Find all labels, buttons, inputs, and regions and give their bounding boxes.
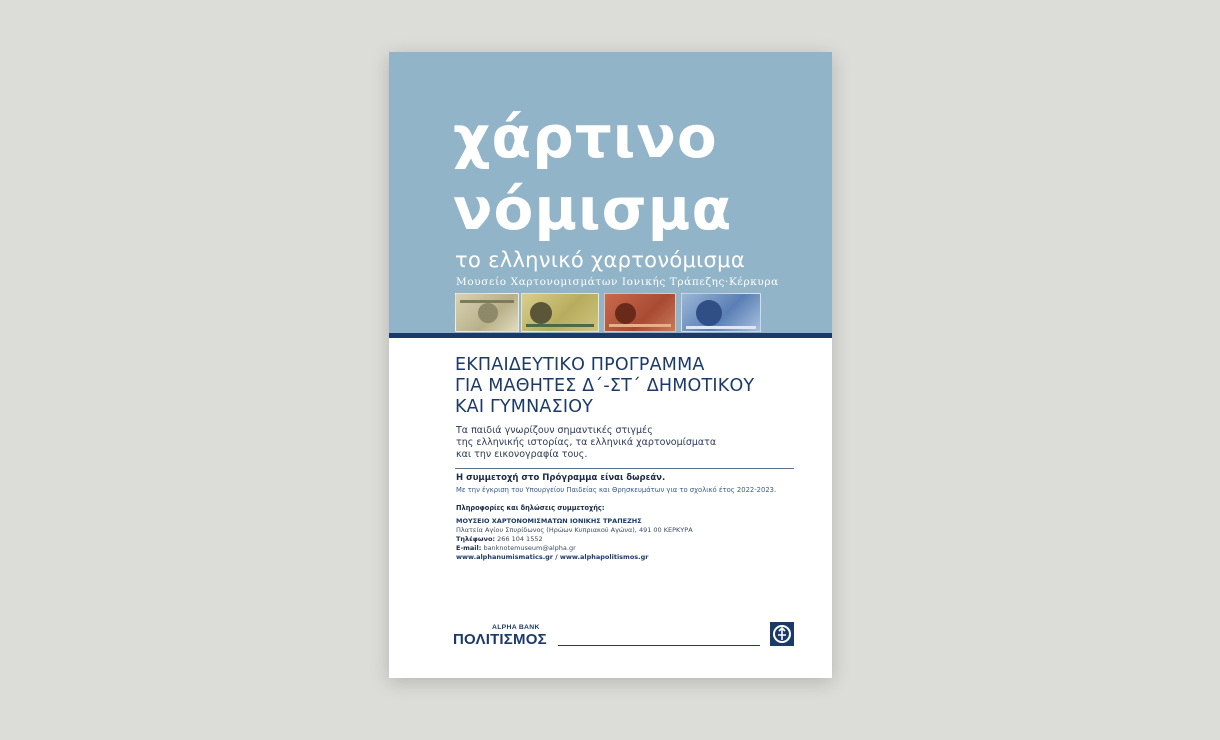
banknote-strip bbox=[455, 293, 773, 332]
contact-address: Πλατεία Αγίου Σπυρίδωνος (Ηρώων Κυπριακού Αγώνα), 491 00 ΚΕΡΚΥΡΑ bbox=[456, 526, 693, 534]
heading-line-3: ΚΑΙ ΓΥΜΝΑΣΙΟΥ bbox=[455, 397, 594, 417]
contact-email bbox=[456, 544, 576, 552]
banknote-image bbox=[681, 293, 761, 332]
banknote-image bbox=[604, 293, 676, 332]
intro-line-3: και την εικονογραφία τους. bbox=[456, 449, 588, 460]
contact-websites[interactable]: www.alphanumismatics.gr / www.alphapolitismos.gr bbox=[456, 553, 649, 561]
title-line-2: νόμισμα bbox=[453, 175, 733, 243]
email-label: E-mail: bbox=[456, 544, 482, 552]
email-value[interactable]: banknotemuseum@alpha.gr bbox=[483, 544, 576, 552]
free-participation-note: Η συμμετοχή στο Πρόγραμμα είναι δωρεάν. bbox=[456, 473, 666, 483]
contact-museum-name: ΜΟΥΣΕΙΟ ΧΑΡΤΟΝΟΜΙΣΜΑΤΩΝ ΙΟΝΙΚΗΣ ΤΡΑΠΕΖΗΣ bbox=[456, 517, 642, 525]
logo-politismos: ΠΟΛΙΤΙΣΜΟΣ bbox=[453, 631, 547, 648]
intro-line-2: της ελληνικής ιστορίας, τα ελληνικά χαρτονομίσματα bbox=[456, 437, 717, 448]
divider bbox=[455, 468, 794, 469]
banknote-image bbox=[455, 293, 519, 332]
title-line-1: χάρτινο bbox=[453, 103, 718, 171]
info-heading: Πληροφορίες και δηλώσεις συμμετοχής: bbox=[456, 504, 605, 512]
alpha-bank-logo-icon bbox=[770, 622, 794, 646]
phone-value: 266 104 1552 bbox=[497, 535, 543, 543]
phone-label: Τηλέφωνο: bbox=[456, 535, 496, 543]
signature-line bbox=[558, 645, 760, 646]
banknote-image bbox=[521, 293, 599, 332]
ministry-approval: Με την έγκριση του Υπουργείου Παιδείας και Θρησκευμάτων για το σχολικό έτος 2022-2023. bbox=[456, 486, 777, 494]
contact-phone bbox=[456, 535, 543, 543]
heading-line-1: ΕΚΠΑΙΔΕΥΤΙΚΟ ΠΡΟΓΡΑΜΜΑ bbox=[455, 355, 705, 375]
hero-panel bbox=[389, 52, 832, 334]
heading-line-2: ΓΙΑ ΜΑΘΗΤΕΣ Δ΄-ΣΤ΄ ΔΗΜΟΤΙΚΟΥ bbox=[455, 376, 755, 396]
subtitle: το ελληνικό χαρτονόμισμα bbox=[455, 248, 745, 272]
divider-bar bbox=[389, 333, 832, 338]
logo-alpha-bank: ALPHA BANK bbox=[492, 624, 540, 631]
museum-name: Μουσείο Χαρτονομισμάτων Ιονικής Τράπεζης·Κέρκυρα bbox=[456, 276, 779, 288]
intro-line-1: Τα παιδιά γνωρίζουν σημαντικές στιγμές bbox=[456, 425, 653, 436]
poster bbox=[389, 52, 832, 678]
